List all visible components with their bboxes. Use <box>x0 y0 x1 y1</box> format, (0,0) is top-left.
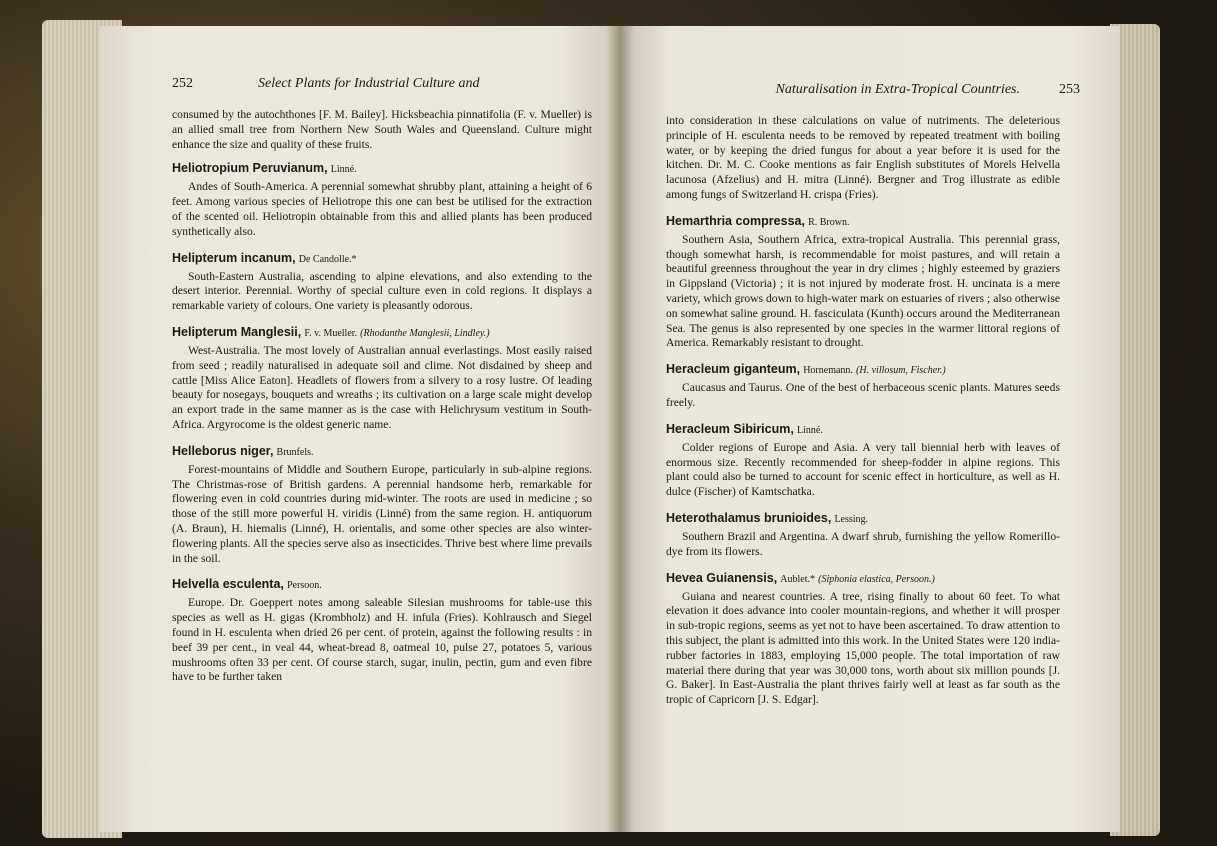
entry-title <box>172 443 592 461</box>
authority: F. v. Mueller. <box>304 327 358 339</box>
running-head-right <box>666 82 1080 104</box>
authority: De Candolle.* <box>298 253 357 265</box>
entry-text: Forest-mountains of Middle and Southern Europe, particularly in sub-alpine regions. The Christmas-rose of British gardens. A perennial handsome herb, remarkable for flowering even in cold countries during mid-winter. The roots are used in medicine ; so those of the still more powerful H. viridis (Linné) from the same region. H. antiquorum (A. Braun), H. hiemalis (Linné), H. orientalis, and some other species are also winter-flowering plants. All the species serve also as insecticides. Thrive best where lime prevails in the soil. <box>172 462 592 565</box>
entry-text: Colder regions of Europe and Asia. A very tall biennial herb with leaves of enormous size. Recently recommended for sheep-fodder in alpine regions. This plant could also be turned to account for scenic effect in horticulture, as well as H. dulce (Fischer) of Kamtschatka. <box>666 440 1060 499</box>
book-gutter <box>606 26 634 832</box>
species-name: Heliotropium Peruvianum, <box>172 161 328 176</box>
species-name: Helvella esculenta, <box>172 577 284 592</box>
entry-text: Southern Asia, Southern Africa, extra-tropical Australia. This perennial grass, though somewhat harsh, is recommendable for moist pastures, and will retain a beautiful greenness throughout the year in dry climes ; highly esteemed by graziers in Gippsland (Victoria) ; it is not injured by moderate frost. H. uncinata is a mere variety, which grows down to high-water mark on estuaries of rivers ; also otherwise on somewhat saline ground. H. fasciculata (Kunth) occurs around the Mediterranean Sea. The genus is also represented by one species in the warmer littoral regions of America. Remarkably resistant to drought. <box>666 232 1060 350</box>
authority: Linné. <box>330 164 357 176</box>
entry-text: Europe. Dr. Goeppert notes among saleable Silesian mushrooms for table-use this species as well as H. gigas (Krombholz) and H. infula (Fries). Kohlrausch and Siegel found in H. esculenta when dried 26 per cent. of protein, against the following results : in beef 39 per cent., in veal 44, wheat-bread 8, oatmeal 10, pulse 27, potatoes 5, various mushrooms often 33 per cent. Of course starch, sugar, inulin, pectin, gum and even fibre have to be further taken <box>172 596 592 684</box>
species-name: Heracleum giganteum, <box>666 362 801 377</box>
entry-text: Caucasus and Taurus. One of the best of herbaceous scenic plants. Matures seeds freely. <box>666 381 1060 409</box>
species-name: Helipterum incanum, <box>172 250 296 265</box>
left-page <box>100 26 620 832</box>
entry-text: Southern Brazil and Argentina. A dwarf shrub, furnishing the yellow Romerillo-dye from its flowers. <box>666 529 1060 558</box>
entry <box>172 443 592 567</box>
entry <box>666 213 1060 351</box>
entry <box>172 324 592 433</box>
entry-text: Andes of South-America. A perennial somewhat shrubby plant, attaining a height of 6 feet. Among various species of Heliotrope this one can best be utilised for the extraction of the scented oil. Heliotropin obtainable from this and allied plants has been produced synthetically also. <box>172 180 592 238</box>
entry-text: Guiana and nearest countries. A tree, rising finally to about 60 feet. To what elevation it does advance into cooler mountain-regions, and whether it will prosper in sub-tropic regions, seems as yet not to have been ascertained. To draw attention to this subject, the plant is admitted into this work. In the United States were 120 india-rubber factories in 1883, employing 15,000 people. The total importation of raw material there during that year was 30,000 tons, worth about six million pounds [J. G. Baker]. In East-Australia the plant thrives fairly well at least as far south as the tropic of Capricorn [J. S. Edgar]. <box>666 589 1060 707</box>
entry-title <box>172 160 592 178</box>
authority: R. Brown. <box>808 216 850 228</box>
entry <box>666 361 1060 411</box>
running-head-left <box>172 76 592 98</box>
entry-text: South-Eastern Australia, ascending to alpine elevations, and also extending to the desert interior. Perennial. Worthy of special culture even in cold regions. It displays a remarkable variety of colours. One variety is pleasantly odorous. <box>172 269 592 313</box>
continuation-paragraph: into consideration in these calculations on value of nutriments. The deleterious principle of H. esculenta needs to be removed by repeated treatment with boiling water, or by keeping the dried fungus for about a year before it is used for the kitchen. Dr. M. C. Cooke mentions as fair English substitutes of Morels Helvella lacunosa (Afzelius) and H. mitra (Linné). Bergner and Trog illustrate as edible among fungs of Switzerland H. crispa (Fries). <box>666 114 1060 201</box>
synonym: (H. villosum, Fischer.) <box>856 365 946 377</box>
authority: Hornemann. <box>803 365 853 377</box>
entry-title <box>666 421 1060 439</box>
entry-title <box>666 570 1060 588</box>
authority: Aublet.* <box>780 573 816 585</box>
synonym: (Rhodanthe Manglesii, Lindley.) <box>360 327 490 339</box>
entry-title <box>172 324 592 342</box>
right-page <box>620 26 1120 832</box>
species-name: Helleborus niger, <box>172 443 274 458</box>
entry <box>172 250 592 314</box>
entry <box>666 510 1060 560</box>
entry <box>172 576 592 685</box>
entry <box>172 160 592 239</box>
species-name: Heterothalamus brunioides, <box>666 510 832 525</box>
entry-title <box>666 213 1060 231</box>
species-name: Heracleum Sibiricum, <box>666 421 794 436</box>
authority: Brunfels. <box>276 446 314 458</box>
entry-title <box>172 576 592 594</box>
authority: Lessing. <box>834 513 869 525</box>
entry <box>666 570 1060 708</box>
entry-title <box>666 510 1060 528</box>
authority: Persoon. <box>287 580 322 592</box>
species-name: Hemarthria compressa, <box>666 213 805 228</box>
page-number: 253 <box>1059 82 1080 97</box>
entry <box>666 421 1060 500</box>
running-title: Naturalisation in Extra-Tropical Countries. <box>775 82 1020 97</box>
entry-title <box>172 250 592 268</box>
entry-title <box>666 361 1060 379</box>
authority: Linné. <box>796 424 823 436</box>
synonym: (Siphonia elastica, Persoon.) <box>818 573 935 585</box>
species-name: Hevea Guianensis, <box>666 570 778 585</box>
entry-text: West-Australia. The most lovely of Australian annual everlastings. Most easily raised from seed ; readily naturalised in adequate soil and clime. Not disdained by sheep and cattle [Miss Alice Eaton]. Headlets of flowers from a silvery to a rosy lustre. Of leading beauty for nosegays, bouquets and wreaths ; its cultivation on a large scale might develop an export trade in the same manner as is the case with Helichrysum vestitum in South-Africa. Argyrocome is the oldest generic name. <box>172 343 592 431</box>
running-title: Select Plants for Industrial Culture and <box>258 76 480 91</box>
continuation-paragraph: consumed by the autochthones [F. M. Bailey]. Hicksbeachia pinnatifolia (F. v. Mueller) is an allied small tree from Northern New South Wales and Queensland. Culture might enhance the size and quality of these fruits. <box>172 108 592 151</box>
species-name: Helipterum Manglesii, <box>172 324 302 339</box>
page-number: 252 <box>172 76 193 91</box>
